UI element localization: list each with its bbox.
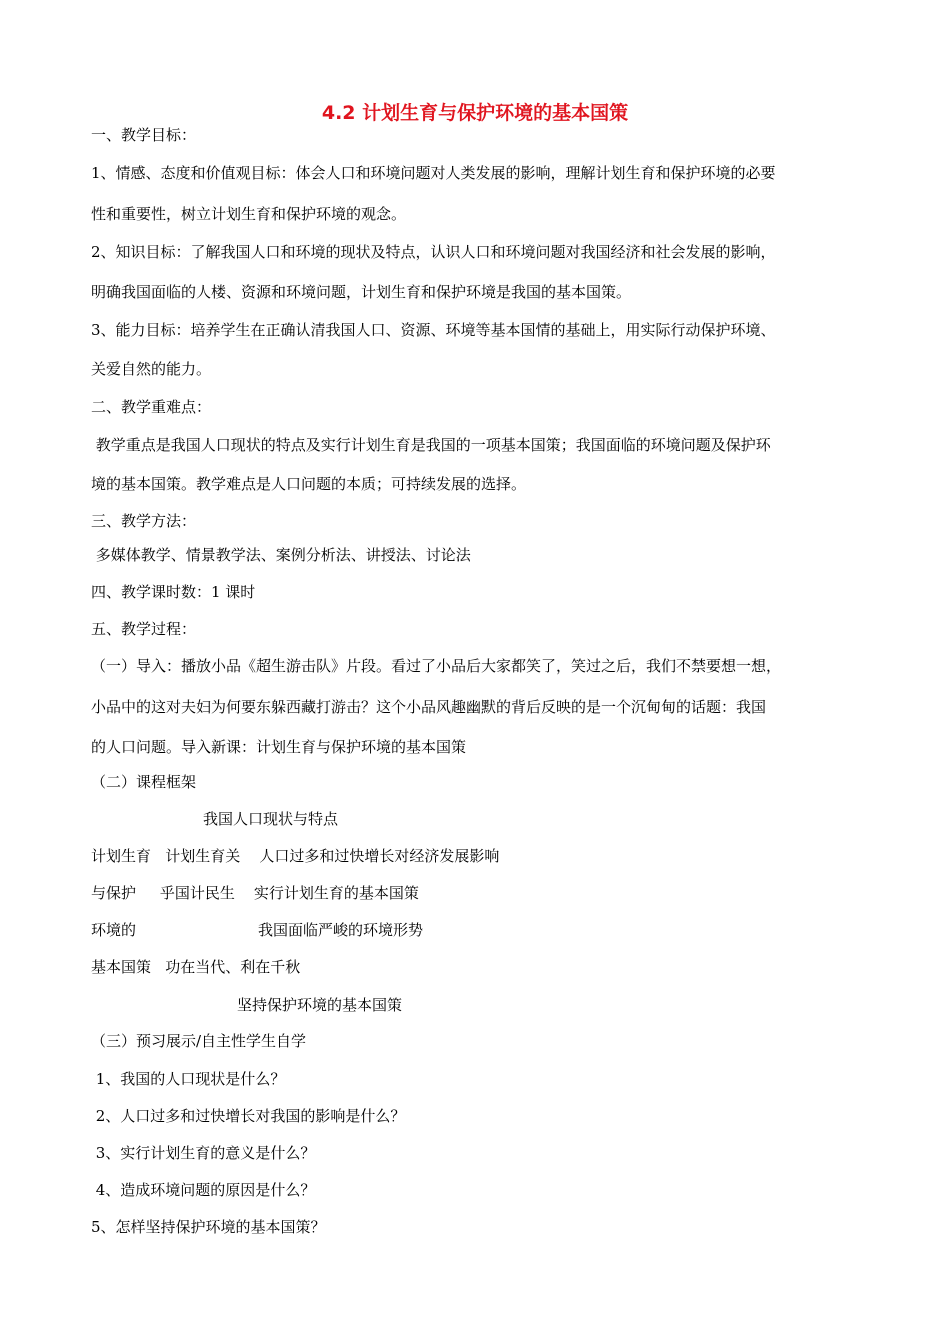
section-heading-methods: 三、教学方法： [91, 512, 197, 530]
question-item: 3、实行计划生育的意义是什么？ [91, 1144, 316, 1162]
paragraph-line: 多媒体教学、情景教学法、案例分析法、讲授法、讨论法 [91, 546, 471, 564]
subsection-heading-preview: （三）预习展示/自主性学生自学 [91, 1032, 307, 1050]
framework-item: 坚持保护环境的基本国策 [237, 996, 403, 1014]
framework-item: 我国人口现状与特点 [203, 810, 339, 828]
paragraph-line: 关爱自然的能力。 [91, 360, 212, 378]
document-title: 4.2 计划生育与保护环境的基本国策 [321, 102, 629, 124]
question-item: 2、人口过多和过快增长对我国的影响是什么？ [91, 1107, 406, 1125]
paragraph-line: 2、知识目标：了解我国人口和环境的现状及特点，认识人口和环境问题对我国经济和社会发展的影响， [91, 243, 776, 261]
framework-row: 环境的 [91, 921, 137, 939]
paragraph-line: 教学重点是我国人口现状的特点及实行计划生育是我国的一项基本国策；我国面临的环境问题及保护环 [91, 436, 771, 454]
paragraph-line: 1、情感、态度和价值观目标：体会人口和环境问题对人类发展的影响，理解计划生育和保护环境的必要 [91, 164, 776, 182]
paragraph-line: 境的基本国策。教学难点是人口问题的本质；可持续发展的选择。 [91, 475, 527, 493]
paragraph-line: 小品中的这对夫妇为何要东躲西藏打游击？这个小品风趣幽默的背后反映的是一个沉甸甸的话题：我国 [91, 698, 767, 716]
subsection-heading-framework: （二）课程框架 [91, 773, 197, 791]
paragraph-line: 性和重要性，树立计划生育和保护环境的观念。 [91, 205, 407, 223]
paragraph-line: 明确我国面临的人楼、资源和环境问题，计划生育和保护环境是我国的基本国策。 [91, 283, 632, 301]
section-heading-process: 五、教学过程： [91, 620, 197, 638]
framework-row: 计划生育 计划生育关 人口过多和过快增长对经济发展影响 [91, 847, 500, 865]
paragraph-line: （一）导入：播放小品《超生游击队》片段。看过了小品后大家都笑了，笑过之后，我们不禁要想一想， [91, 657, 782, 675]
question-item: 1、我国的人口现状是什么？ [91, 1070, 286, 1088]
section-heading-hours: 四、教学课时数：1 课时 [91, 583, 256, 601]
question-item: 4、造成环境问题的原因是什么？ [91, 1181, 316, 1199]
section-heading-key-points: 二、教学重难点： [91, 398, 212, 416]
framework-row: 基本国策 功在当代、利在千秋 [91, 958, 301, 976]
question-item: 5、怎样坚持保护环境的基本国策？ [91, 1218, 326, 1236]
framework-item: 我国面临严峻的环境形势 [258, 921, 424, 939]
paragraph-line: 的人口问题。导入新课：计划生育与保护环境的基本国策 [91, 738, 467, 756]
framework-row: 与保护 乎国计民生 实行计划生育的基本国策 [91, 884, 419, 902]
paragraph-line: 3、能力目标：培养学生在正确认清我国人口、资源、环境等基本国情的基础上，用实际行动保护环境、 [91, 321, 776, 339]
section-heading-objectives: 一、教学目标： [91, 126, 197, 144]
